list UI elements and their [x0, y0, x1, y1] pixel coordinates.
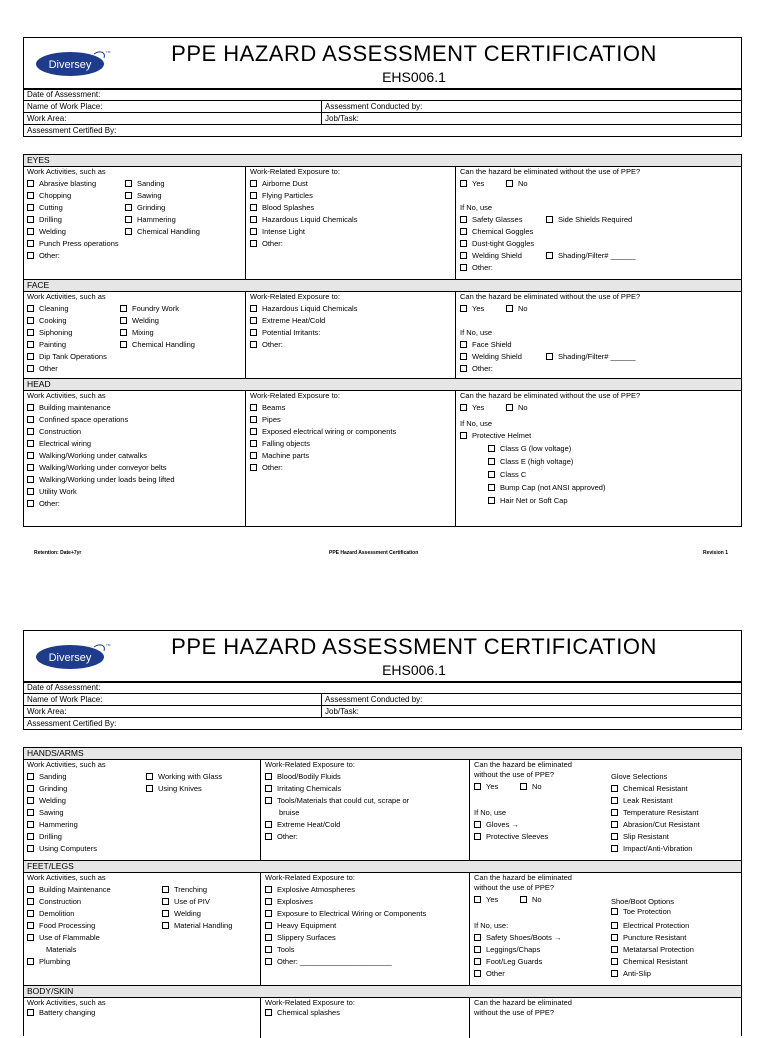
checkbox-item[interactable]: Construction	[27, 427, 81, 437]
checkbox-item[interactable]: Electrical Protection	[611, 921, 689, 931]
if-no-label: If No, use	[474, 808, 507, 817]
checkbox-item[interactable]: Welding Shield	[460, 352, 522, 362]
checkbox-item[interactable]: Shading/Filter# ______	[546, 251, 636, 261]
checkbox-item[interactable]: Walking/Working under conveyor belts	[27, 463, 167, 473]
yes-checkbox[interactable]: Yes	[474, 895, 498, 905]
checkbox-item[interactable]: Temperature Resistant	[611, 808, 698, 818]
checkbox-item[interactable]: Chemical Handling	[120, 340, 195, 350]
assessment-info	[23, 681, 742, 730]
checkbox-item[interactable]: Flying Particles	[250, 191, 313, 201]
checkbox-item[interactable]: Punch Press operations	[27, 239, 119, 249]
column-header: Work Activities, such as	[27, 292, 106, 301]
checkbox-item[interactable]: Foundry Work	[120, 304, 179, 314]
checkbox-item[interactable]: Construction	[27, 897, 81, 907]
no-checkbox[interactable]: No	[506, 403, 528, 413]
checkbox-item[interactable]: Walking/Working under loads being lifted	[27, 475, 175, 485]
checkbox-item[interactable]: Explosives	[265, 897, 313, 907]
checkbox-item[interactable]: Grinding	[125, 203, 165, 213]
checkbox-item[interactable]: Blood Splashes	[250, 203, 314, 213]
checkbox-item[interactable]: Chemical splashes	[265, 1008, 340, 1018]
svg-text:Diversey: Diversey	[48, 652, 92, 664]
checkbox-item[interactable]: Cooking	[27, 316, 67, 326]
checkbox-item[interactable]: Use of PIV	[162, 897, 210, 907]
document-header	[23, 630, 742, 683]
diversey-logo	[34, 48, 114, 78]
checkbox-item[interactable]: Welding	[27, 227, 66, 237]
checkbox-item[interactable]: Beams	[250, 403, 285, 413]
checkbox-item[interactable]: Extreme Heat/Cold	[265, 820, 340, 830]
workplace-field[interactable]: Name of Work Place:	[27, 695, 103, 704]
yes-checkbox[interactable]: Yes	[460, 179, 484, 189]
checkbox-item[interactable]: Working with Glass	[146, 772, 222, 782]
checkbox-item[interactable]: Leggings/Chaps	[474, 945, 540, 955]
checkbox-item[interactable]: Chemical Resistant	[611, 784, 688, 794]
if-no-label: If No, use	[460, 419, 493, 428]
date-field[interactable]: Date of Assessment:	[27, 90, 101, 99]
checkbox-item[interactable]: Machine parts	[250, 451, 309, 461]
checkbox-item[interactable]: Other:	[460, 364, 493, 374]
conducted-by-field[interactable]: Assessment Conducted by:	[321, 101, 422, 112]
checkbox-item[interactable]: Hair Net or Soft Cap	[488, 496, 568, 506]
no-checkbox[interactable]: No	[506, 304, 528, 314]
checkbox-item[interactable]: Confined space operations	[27, 415, 128, 425]
checkbox-item[interactable]: Class C	[488, 470, 526, 480]
checkbox-item[interactable]: Walking/Working under catwalks	[27, 451, 147, 461]
checkbox-item[interactable]: Tools	[265, 945, 295, 955]
checkbox-item[interactable]: Heavy Equipment	[265, 921, 336, 931]
checkbox-item[interactable]: Tools/Materials that could cut, scrape or	[265, 796, 409, 806]
section-title: HANDS/ARMS	[24, 748, 741, 760]
checkbox-item[interactable]: Face Shield	[460, 340, 512, 350]
section-title: EYES	[24, 155, 741, 167]
document-title: PPE HAZARD ASSESSMENT CERTIFICATION	[171, 634, 657, 659]
column-header: Work Activities, such as	[27, 760, 106, 769]
svg-text:Diversey: Diversey	[48, 59, 92, 71]
column-header: Work Activities, such as	[27, 167, 106, 176]
job-task-field[interactable]: Job/Task:	[321, 706, 359, 717]
checkbox-item[interactable]: Sawing	[125, 191, 162, 201]
checkbox-item[interactable]: Using Computers	[27, 844, 97, 854]
checkbox-item[interactable]: Other:	[27, 499, 60, 509]
checkbox-item[interactable]: Potential Irritants:	[250, 328, 320, 338]
checkbox-item[interactable]: Blood/Bodily Fluids	[265, 772, 341, 782]
section-body-skin	[23, 985, 742, 1036]
section-title: BODY/SKIN	[24, 986, 741, 998]
item-continuation: Materials	[46, 945, 77, 954]
checkbox-item[interactable]: Falling objects	[250, 439, 310, 449]
svg-text:TM: TM	[106, 50, 111, 54]
checkbox-item[interactable]: Hammering	[27, 820, 78, 830]
footer-center: PPE Hazard Assessment Certification	[329, 550, 419, 556]
shoe-boot-options-heading: Shoe/Boot Options	[611, 897, 674, 906]
checkbox-item[interactable]: Welding Shield	[460, 251, 522, 261]
checkbox-item[interactable]: Chemical Goggles	[460, 227, 533, 237]
conducted-by-field[interactable]: Assessment Conducted by:	[321, 694, 422, 705]
column-header: Work-Related Exposure to:	[250, 292, 340, 301]
checkbox-item[interactable]: Other:	[250, 340, 283, 350]
checkbox-item[interactable]: Trenching	[162, 885, 207, 895]
checkbox-item[interactable]: Using Knives	[146, 784, 202, 794]
checkbox-item[interactable]: Drilling	[27, 215, 62, 225]
checkbox-item[interactable]: Dust-tight Goggles	[460, 239, 534, 249]
checkbox-item[interactable]: Other	[474, 969, 505, 979]
no-checkbox[interactable]: No	[506, 179, 528, 189]
date-field[interactable]: Date of Assessment:	[27, 683, 101, 692]
checkbox-item[interactable]: Explosive Atmospheres	[265, 885, 355, 895]
no-checkbox[interactable]: No	[520, 895, 542, 905]
checkbox-item[interactable]: Welding	[162, 909, 201, 919]
if-no-label: If No, use	[460, 328, 493, 337]
checkbox-item[interactable]: Chemical Handling	[125, 227, 200, 237]
column-header: Can the hazard be eliminated without the use of PPE?	[460, 167, 641, 176]
checkbox-item[interactable]: Leak Resistant	[611, 796, 673, 806]
column-header: Work Activities, such as	[27, 998, 106, 1007]
checkbox-item[interactable]: Dip Tank Operations	[27, 352, 107, 362]
checkbox-item[interactable]: Mixing	[120, 328, 154, 338]
checkbox-item[interactable]: Electrical wiring	[27, 439, 91, 449]
checkbox-item[interactable]: Welding	[120, 316, 159, 326]
checkbox-item[interactable]: Shading/Filter# ______	[546, 352, 636, 362]
checkbox-item[interactable]: Other:	[250, 463, 283, 473]
checkbox-item[interactable]: Other:	[265, 832, 298, 842]
checkbox-item[interactable]: Exposure to Electrical Wiring or Components	[265, 909, 426, 919]
checkbox-item[interactable]: Grinding	[27, 784, 67, 794]
document-title: PPE HAZARD ASSESSMENT CERTIFICATION	[171, 41, 657, 66]
section-hands-arms	[23, 747, 742, 862]
section-title: FACE	[24, 280, 741, 292]
section-title: HEAD	[24, 379, 741, 391]
checkbox-item[interactable]: Foot/Leg Guards	[474, 957, 542, 967]
work-area-field[interactable]: Work Area:	[27, 707, 67, 716]
checkbox-item[interactable]: Painting	[27, 340, 66, 350]
checkbox-item[interactable]: Building maintenance	[27, 403, 111, 413]
svg-text:TM: TM	[106, 643, 111, 647]
certified-by-field[interactable]: Assessment Certified By:	[27, 719, 117, 728]
checkbox-item[interactable]: Class E (high voltage)	[488, 457, 573, 467]
checkbox-item[interactable]: Welding	[27, 796, 66, 806]
footer-revision: Revision 1	[703, 550, 729, 556]
column-header: without the use of PPE?	[474, 770, 555, 779]
checkbox-item[interactable]: Material Handling	[162, 921, 232, 931]
checkbox-item[interactable]: Plumbing	[27, 957, 70, 967]
checkbox-item[interactable]: Food Processing	[27, 921, 95, 931]
checkbox-item[interactable]: Puncture Resistant	[611, 933, 686, 943]
section-eyes	[23, 154, 742, 281]
checkbox-item[interactable]: Airborne Dust	[250, 179, 308, 189]
checkbox-item[interactable]: Side Shields Required	[546, 215, 632, 225]
checkbox-item[interactable]: Chemical Resistant	[611, 957, 688, 967]
checkbox-item[interactable]: Anti-Slip	[611, 969, 651, 979]
checkbox-item[interactable]: Irritating Chemicals	[265, 784, 341, 794]
checkbox-item[interactable]: Other:	[460, 263, 493, 273]
column-header: Work-Related Exposure to:	[265, 760, 355, 769]
checkbox-item[interactable]: Slip Resistant	[611, 832, 669, 842]
checkbox-item[interactable]: Sawing	[27, 808, 64, 818]
checkbox-item[interactable]: Battery changing	[27, 1008, 95, 1018]
checkbox-item[interactable]: Siphoning	[27, 328, 72, 338]
section-head	[23, 378, 742, 527]
job-task-field[interactable]: Job/Task:	[321, 113, 359, 124]
column-header: Can the hazard be eliminated	[474, 760, 572, 769]
no-checkbox[interactable]: No	[520, 782, 542, 792]
document-header	[23, 37, 742, 90]
checkbox-item[interactable]: Bump Cap (not ANSI approved)	[488, 483, 605, 493]
diversey-logo	[34, 641, 114, 671]
checkbox-item[interactable]: Extreme Heat/Cold	[250, 316, 325, 326]
if-no-label: If No, use	[460, 203, 493, 212]
yes-checkbox[interactable]: Yes	[474, 782, 498, 792]
column-header: Can the hazard be eliminated without the use of PPE?	[460, 391, 641, 400]
checkbox-item[interactable]: Other:	[250, 239, 283, 249]
footer-retention: Retention: Date+7yr	[34, 550, 82, 556]
checkbox-item[interactable]: Hazardous Liquid Chemicals	[250, 215, 357, 225]
checkbox-item[interactable]: Cutting	[27, 203, 63, 213]
checkbox-item[interactable]: Sanding	[125, 179, 165, 189]
checkbox-item[interactable]: Abrasion/Cut Resistant	[611, 820, 700, 830]
checkbox-item[interactable]: Impact/Anti-Vibration	[611, 844, 692, 854]
checkbox-item[interactable]: Hazardous Liquid Chemicals	[250, 304, 357, 314]
section-face	[23, 279, 742, 380]
column-header: Can the hazard be eliminated without the use of PPE?	[460, 292, 641, 301]
checkbox-item[interactable]: Gloves →	[474, 820, 519, 830]
column-header: Work-Related Exposure to:	[265, 873, 355, 882]
document-code: EHS006.1	[382, 662, 446, 678]
checkbox-item[interactable]: Drilling	[27, 832, 62, 842]
checkbox-item[interactable]: Pipes	[250, 415, 281, 425]
checkbox-item[interactable]: Sanding	[27, 772, 67, 782]
checkbox-item[interactable]: Protective Helmet	[460, 431, 531, 441]
glove-selections-heading: Glove Selections	[611, 772, 668, 781]
checkbox-item[interactable]: Exposed electrical wiring or components	[250, 427, 396, 437]
workplace-field[interactable]: Name of Work Place:	[27, 102, 103, 111]
section-title: FEET/LEGS	[24, 861, 741, 873]
checkbox-item[interactable]: Chopping	[27, 191, 71, 201]
checkbox-item[interactable]: Class G (low voltage)	[488, 444, 571, 454]
checkbox-item[interactable]: Hammering	[125, 215, 176, 225]
checkbox-item[interactable]: Abrasive blasting	[27, 179, 96, 189]
checkbox-item[interactable]: Protective Sleeves	[474, 832, 548, 842]
column-header: Work-Related Exposure to:	[250, 391, 340, 400]
column-header: Can the hazard be eliminated	[474, 998, 572, 1007]
checkbox-item[interactable]: Metatarsal Protection	[611, 945, 694, 955]
item-continuation: bruise	[279, 808, 300, 817]
checkbox-item[interactable]: Slippery Surfaces	[265, 933, 336, 943]
column-header: Can the hazard be eliminated	[474, 873, 572, 882]
checkbox-item[interactable]: Safety Glasses	[460, 215, 522, 225]
checkbox-item[interactable]: Other	[27, 364, 58, 374]
column-header: Work-Related Exposure to:	[250, 167, 340, 176]
certified-by-field[interactable]: Assessment Certified By:	[27, 126, 117, 135]
document-code: EHS006.1	[382, 69, 446, 85]
checkbox-item[interactable]: Building Maintenance	[27, 885, 111, 895]
checkbox-item[interactable]: Use of Flammable	[27, 933, 100, 943]
checkbox-item[interactable]: Other:	[27, 251, 60, 261]
checkbox-item[interactable]: Cleaning	[27, 304, 69, 314]
checkbox-item[interactable]: Utility Work	[27, 487, 77, 497]
yes-checkbox[interactable]: Yes	[460, 304, 484, 314]
checkbox-item[interactable]: Other: ______________________	[265, 957, 392, 967]
checkbox-item[interactable]: Intense Light	[250, 227, 305, 237]
column-header: Work-Related Exposure to:	[265, 998, 355, 1007]
work-area-field[interactable]: Work Area:	[27, 114, 67, 123]
column-header: Work Activities, such as	[27, 391, 106, 400]
if-no-label: If No, use:	[474, 921, 509, 930]
yes-checkbox[interactable]: Yes	[460, 403, 484, 413]
checkbox-item[interactable]: Safety Shoes/Boots →	[474, 933, 561, 943]
column-header: Work Activities, such as	[27, 873, 106, 882]
column-header: without the use of PPE?	[474, 1008, 555, 1017]
checkbox-item[interactable]: Toe Protection	[611, 907, 671, 917]
column-header: without the use of PPE?	[474, 883, 555, 892]
checkbox-item[interactable]: Demolition	[27, 909, 74, 919]
assessment-info	[23, 88, 742, 137]
section-feet-legs	[23, 860, 742, 987]
